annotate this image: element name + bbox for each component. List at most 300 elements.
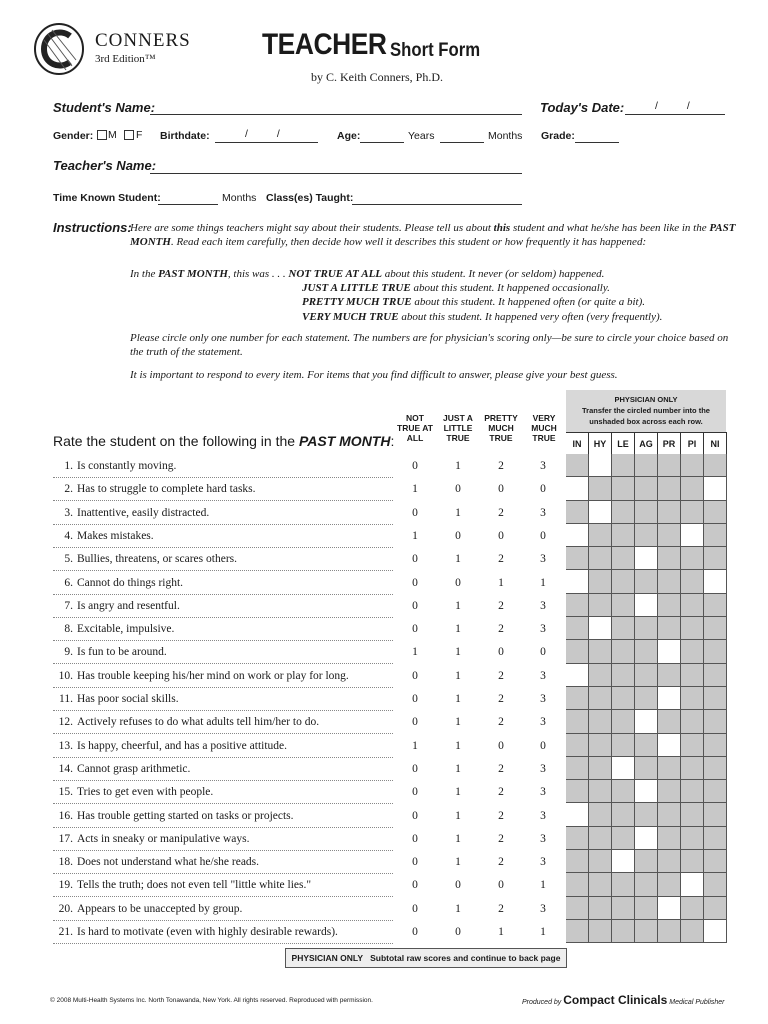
score-entry-cell[interactable] — [704, 570, 727, 593]
item-text: Tries to get even with people. — [77, 786, 214, 799]
classes-label: Class(es) Taught: — [266, 192, 354, 204]
score-option[interactable]: 0 — [540, 529, 546, 542]
shaded-cell — [704, 873, 727, 896]
shaded-cell — [612, 547, 635, 570]
shaded-cell — [635, 501, 658, 524]
shaded-cell — [658, 710, 681, 733]
shaded-cell — [704, 850, 727, 873]
teacher-name-label: Teacher's Name: — [53, 158, 157, 173]
item-row — [53, 740, 393, 758]
shaded-cell — [658, 617, 681, 640]
shaded-cell — [704, 501, 727, 524]
score-entry-cell[interactable] — [612, 850, 635, 873]
score-option[interactable]: 2 — [498, 856, 504, 869]
shaded-cell — [612, 617, 635, 640]
physician-grid-row — [566, 850, 727, 873]
item-number: 9. — [64, 646, 73, 659]
shaded-cell — [704, 780, 727, 803]
score-option[interactable]: 1 — [455, 646, 461, 659]
score-option[interactable]: 3 — [540, 553, 546, 566]
item-number: 8. — [64, 623, 73, 636]
score-entry-cell[interactable] — [681, 524, 704, 547]
score-option[interactable]: 0 — [412, 786, 418, 799]
score-option[interactable]: 0 — [412, 902, 418, 915]
shaded-cell — [612, 827, 635, 850]
classes-field[interactable] — [352, 204, 522, 205]
shaded-cell — [589, 734, 612, 757]
shaded-cell — [635, 640, 658, 663]
item-number: 11. — [59, 693, 73, 705]
physician-grid-row — [566, 780, 727, 803]
physician-grid-row — [566, 501, 727, 524]
shaded-cell — [658, 594, 681, 617]
score-entry-cell[interactable] — [681, 873, 704, 896]
shaded-cell — [681, 617, 704, 640]
score-option[interactable]: 2 — [498, 832, 504, 845]
age-months-field[interactable] — [440, 142, 484, 143]
item-number: 6. — [64, 576, 73, 589]
score-option[interactable]: 1 — [412, 483, 418, 496]
score-option[interactable]: 0 — [455, 926, 461, 938]
score-option[interactable]: 0 — [412, 856, 418, 869]
age-label: Age: — [337, 130, 361, 142]
score-entry-cell[interactable] — [612, 757, 635, 780]
shaded-cell — [704, 454, 727, 477]
shaded-cell — [635, 687, 658, 710]
score-entry-cell[interactable] — [566, 524, 589, 547]
item-text: Is happy, cheerful, and has a positive attitude. — [77, 739, 288, 752]
score-entry-cell[interactable] — [704, 477, 727, 500]
shaded-cell — [635, 920, 658, 943]
score-option[interactable]: 0 — [412, 506, 418, 519]
shaded-cell — [704, 757, 727, 780]
shaded-cell — [681, 827, 704, 850]
shaded-cell — [612, 803, 635, 826]
shaded-cell — [658, 780, 681, 803]
score-option[interactable]: 1 — [455, 786, 461, 799]
score-option[interactable]: 2 — [498, 693, 504, 705]
shaded-cell — [566, 850, 589, 873]
physician-grid-row — [566, 827, 727, 850]
score-entry-cell[interactable] — [589, 501, 612, 524]
shaded-cell — [635, 477, 658, 500]
physician-grid-row — [566, 710, 727, 733]
teacher-name-field[interactable] — [150, 173, 522, 174]
score-option[interactable]: 3 — [540, 599, 546, 612]
birthdate-field[interactable] — [215, 142, 318, 143]
score-option[interactable]: 0 — [455, 483, 461, 496]
score-option[interactable]: 3 — [540, 623, 546, 636]
col-very-much: VERY MUCH TRUE — [531, 413, 557, 443]
shaded-cell — [589, 873, 612, 896]
physician-grid-row — [566, 454, 727, 477]
score-option[interactable]: 0 — [455, 576, 461, 589]
score-option[interactable]: 3 — [540, 786, 546, 799]
item-text: Cannot grasp arithmetic. — [77, 762, 191, 775]
shaded-cell — [635, 803, 658, 826]
score-option[interactable]: 0 — [540, 483, 546, 496]
item-row — [53, 670, 393, 688]
time-known-label: Time Known Student: — [53, 192, 161, 204]
instructions-paragraph: Here are some things teachers might say about their students. Please tell us about this student and what he/she has been like in the PAST MONTH. Read each item carefully, then decide how well it describes this student or how frequently it has happened: — [130, 222, 736, 248]
physician-grid-row — [566, 594, 727, 617]
score-option[interactable]: 1 — [455, 506, 461, 519]
shaded-cell — [566, 734, 589, 757]
score-option[interactable]: 0 — [412, 693, 418, 705]
score-option[interactable]: 1 — [455, 623, 461, 636]
physician-grid-row — [566, 803, 727, 826]
respond-instructions: It is important to respond to every item. For items that you find difficult to answer, please give your best guess. — [130, 369, 618, 381]
physician-grid-row — [566, 547, 727, 570]
score-option[interactable]: 3 — [540, 716, 546, 729]
shaded-cell — [704, 803, 727, 826]
score-option[interactable]: 0 — [498, 646, 504, 659]
physician-grid-row — [566, 734, 727, 757]
score-entry-cell[interactable] — [658, 687, 681, 710]
score-option[interactable]: 2 — [498, 669, 504, 682]
shaded-cell — [612, 780, 635, 803]
form-subtitle: Short Form — [390, 40, 481, 61]
score-entry-cell[interactable] — [566, 570, 589, 593]
score-option[interactable]: 0 — [412, 926, 418, 938]
shaded-cell — [704, 524, 727, 547]
item-text: Has trouble keeping his/her mind on work or play for long. — [77, 669, 349, 682]
score-option[interactable]: 3 — [540, 669, 546, 682]
score-option[interactable]: 2 — [498, 809, 504, 822]
shaded-cell — [635, 757, 658, 780]
score-option[interactable]: 2 — [498, 716, 504, 729]
item-text: Has trouble getting started on tasks or projects. — [77, 809, 294, 822]
shaded-cell — [589, 570, 612, 593]
shaded-cell — [612, 687, 635, 710]
shaded-cell — [658, 501, 681, 524]
score-entry-cell[interactable] — [635, 827, 658, 850]
item-row — [53, 903, 393, 921]
item-number: 1. — [64, 460, 73, 472]
score-option[interactable]: 1 — [498, 576, 504, 589]
score-entry-cell[interactable] — [704, 920, 727, 943]
score-option[interactable]: 0 — [412, 460, 418, 472]
shaded-cell — [566, 687, 589, 710]
gender-m-checkbox[interactable] — [97, 130, 107, 140]
years-label: Years — [408, 130, 435, 142]
physician-header — [566, 390, 726, 432]
todays-date-label: Today's Date: — [540, 100, 625, 115]
item-row — [53, 553, 393, 571]
shaded-cell — [681, 640, 704, 663]
response-4: VERY MUCH TRUE about this student. It happened very often (very frequently). — [302, 311, 663, 323]
produced-by: Produced by Compact Clinicals Medical Publisher — [522, 993, 725, 1007]
score-option[interactable]: 1 — [540, 926, 546, 938]
score-option[interactable]: 1 — [455, 693, 461, 705]
shaded-cell — [658, 803, 681, 826]
score-option[interactable]: 0 — [412, 623, 418, 636]
shaded-cell — [635, 664, 658, 687]
score-option[interactable]: 2 — [498, 762, 504, 775]
score-option[interactable]: 1 — [455, 856, 461, 869]
item-row — [53, 460, 393, 478]
gender-f-label: F — [136, 129, 143, 141]
score-option[interactable]: 3 — [540, 902, 546, 915]
response-intro: In the PAST MONTH, this was . . . NOT TRUE AT ALL about this student. It never (or seldom) happened. — [130, 268, 605, 280]
score-option[interactable]: 0 — [412, 669, 418, 682]
time-known-months: Months — [222, 192, 257, 204]
score-option[interactable]: 0 — [412, 553, 418, 566]
score-option[interactable]: 1 — [455, 902, 461, 915]
shaded-cell — [612, 873, 635, 896]
score-option[interactable]: 1 — [412, 646, 418, 659]
shaded-cell — [635, 617, 658, 640]
score-option[interactable]: 2 — [498, 786, 504, 799]
shaded-cell — [658, 873, 681, 896]
score-option[interactable]: 1 — [455, 460, 461, 472]
shaded-cell — [589, 780, 612, 803]
score-option[interactable]: 1 — [455, 599, 461, 612]
circle-instructions: Please circle only one number for each statement. The numbers are for physician's scoring only—be sure to circle your choice based on the truth of the statement. — [130, 332, 729, 358]
shaded-cell — [658, 850, 681, 873]
shaded-cell — [566, 873, 589, 896]
score-option[interactable]: 3 — [540, 762, 546, 775]
score-option[interactable]: 1 — [455, 739, 461, 752]
shaded-cell — [704, 664, 727, 687]
score-entry-cell[interactable] — [658, 897, 681, 920]
score-option[interactable]: 1 — [455, 716, 461, 729]
item-row — [53, 810, 393, 828]
shaded-cell — [612, 477, 635, 500]
shaded-cell — [612, 640, 635, 663]
physician-col-header: AG — [635, 433, 658, 455]
score-option[interactable]: 1 — [455, 762, 461, 775]
student-name-label: Student's Name: — [53, 100, 156, 115]
shaded-cell — [681, 687, 704, 710]
item-text: Is hard to motivate (even with highly desirable rewards). — [77, 926, 338, 938]
score-option[interactable]: 1 — [455, 809, 461, 822]
shaded-cell — [681, 734, 704, 757]
score-option[interactable]: 0 — [412, 716, 418, 729]
shaded-cell — [589, 710, 612, 733]
todays-date-field[interactable] — [625, 114, 725, 115]
student-name-field[interactable] — [150, 114, 522, 115]
score-entry-cell[interactable] — [658, 640, 681, 663]
shaded-cell — [566, 501, 589, 524]
score-option[interactable]: 3 — [540, 506, 546, 519]
shaded-cell — [635, 873, 658, 896]
score-option[interactable]: 0 — [455, 879, 461, 892]
score-entry-cell[interactable] — [658, 734, 681, 757]
item-row — [53, 600, 393, 618]
shaded-cell — [658, 524, 681, 547]
score-option[interactable]: 2 — [498, 460, 504, 472]
item-row — [53, 483, 393, 501]
item-row — [53, 833, 393, 851]
shaded-cell — [681, 547, 704, 570]
item-text: Is angry and resentful. — [77, 599, 180, 612]
edition-label: 3rd Edition™ — [95, 53, 156, 65]
physician-col-headers — [566, 432, 727, 455]
item-text: Has to struggle to complete hard tasks. — [77, 483, 256, 496]
score-option[interactable]: 0 — [455, 529, 461, 542]
item-row — [53, 693, 393, 711]
score-entry-cell[interactable] — [635, 547, 658, 570]
physician-col-header: HY — [589, 433, 612, 455]
score-option[interactable]: 3 — [540, 809, 546, 822]
score-option[interactable]: 3 — [540, 832, 546, 845]
shaded-cell — [681, 477, 704, 500]
item-row — [53, 577, 393, 595]
shaded-cell — [612, 734, 635, 757]
score-option[interactable]: 0 — [498, 483, 504, 496]
months-label: Months — [488, 130, 523, 142]
physician-grid-row — [566, 477, 727, 500]
score-option[interactable]: 1 — [412, 529, 418, 542]
score-option[interactable]: 0 — [498, 529, 504, 542]
shaded-cell — [566, 757, 589, 780]
shaded-cell — [612, 524, 635, 547]
col-just-a-little: JUST A LITTLE TRUE — [443, 413, 473, 443]
score-option[interactable]: 1 — [540, 879, 546, 892]
shaded-cell — [566, 897, 589, 920]
score-option[interactable]: 2 — [498, 902, 504, 915]
physician-col-header: PR — [658, 433, 681, 455]
shaded-cell — [681, 803, 704, 826]
shaded-cell — [589, 477, 612, 500]
physician-col-header: NI — [704, 433, 727, 455]
score-option[interactable]: 3 — [540, 693, 546, 705]
shaded-cell — [566, 710, 589, 733]
grade-field[interactable] — [575, 142, 619, 143]
score-option[interactable]: 3 — [540, 856, 546, 869]
physician-grid-row — [566, 920, 727, 943]
gender-f-checkbox[interactable] — [124, 130, 134, 140]
physician-grid-row — [566, 757, 727, 780]
score-entry-cell[interactable] — [566, 477, 589, 500]
physician-col-header: LE — [612, 433, 635, 455]
item-text: Cannot do things right. — [77, 576, 184, 589]
shaded-cell — [566, 594, 589, 617]
shaded-cell — [589, 687, 612, 710]
score-option[interactable]: 0 — [412, 762, 418, 775]
score-option[interactable]: 0 — [412, 879, 418, 892]
shaded-cell — [635, 454, 658, 477]
item-row — [53, 763, 393, 781]
item-text: Has poor social skills. — [77, 693, 179, 705]
item-text: Excitable, impulsive. — [77, 623, 175, 636]
score-option[interactable]: 2 — [498, 623, 504, 636]
item-row — [53, 786, 393, 804]
physician-grid-row — [566, 640, 727, 663]
shaded-cell — [658, 547, 681, 570]
score-option[interactable]: 0 — [498, 739, 504, 752]
item-row — [53, 530, 393, 548]
score-option[interactable]: 0 — [412, 832, 418, 845]
shaded-cell — [658, 570, 681, 593]
score-option[interactable]: 2 — [498, 506, 504, 519]
score-entry-cell[interactable] — [566, 803, 589, 826]
item-row — [53, 926, 393, 944]
score-entry-cell[interactable] — [635, 780, 658, 803]
score-option[interactable]: 2 — [498, 553, 504, 566]
shaded-cell — [681, 710, 704, 733]
score-option[interactable]: 1 — [498, 926, 504, 938]
physician-grid-row — [566, 570, 727, 593]
item-text: Bullies, threatens, or scares others. — [77, 553, 237, 566]
shaded-cell — [704, 897, 727, 920]
score-option[interactable]: 2 — [498, 599, 504, 612]
score-option[interactable]: 1 — [455, 832, 461, 845]
item-text: Is fun to be around. — [77, 646, 167, 659]
item-number: 15. — [58, 786, 73, 799]
score-option[interactable]: 0 — [540, 739, 546, 752]
score-option[interactable]: 0 — [540, 646, 546, 659]
item-number: 21. — [58, 926, 73, 938]
score-option[interactable]: 1 — [412, 739, 418, 752]
score-option[interactable]: 1 — [540, 576, 546, 589]
shaded-cell — [589, 850, 612, 873]
shaded-cell — [658, 477, 681, 500]
copyright: © 2008 Multi-Health Systems Inc. North Tonawanda, New York. All rights reserved. Reproduced with permission. — [50, 997, 373, 1004]
item-number: 18. — [58, 856, 73, 869]
shaded-cell — [566, 827, 589, 850]
score-option[interactable]: 3 — [540, 460, 546, 472]
item-number: 20. — [58, 902, 73, 915]
shaded-cell — [566, 617, 589, 640]
shaded-cell — [681, 454, 704, 477]
item-number: 16. — [58, 809, 73, 822]
shaded-cell — [612, 594, 635, 617]
shaded-cell — [589, 524, 612, 547]
conners-logo-icon — [32, 22, 86, 76]
score-entry-cell[interactable] — [566, 664, 589, 687]
author-byline: by C. Keith Conners, Ph.D. — [311, 70, 443, 84]
score-option[interactable]: 0 — [498, 879, 504, 892]
score-entry-cell[interactable] — [589, 617, 612, 640]
shaded-cell — [658, 454, 681, 477]
shaded-cell — [612, 710, 635, 733]
gender-label: Gender: — [53, 130, 94, 142]
shaded-cell — [612, 570, 635, 593]
item-number: 7. — [64, 599, 73, 612]
instructions-label: Instructions: — [53, 220, 132, 235]
subtotal-box — [285, 948, 567, 968]
shaded-cell — [612, 664, 635, 687]
item-row — [53, 623, 393, 641]
shaded-cell — [635, 570, 658, 593]
shaded-cell — [681, 570, 704, 593]
item-number: 5. — [64, 553, 73, 566]
item-text: Makes mistakes. — [77, 529, 154, 542]
shaded-cell — [704, 640, 727, 663]
shaded-cell — [681, 594, 704, 617]
score-option[interactable]: 1 — [455, 553, 461, 566]
time-known-field[interactable] — [158, 204, 218, 205]
score-option[interactable]: 0 — [412, 576, 418, 589]
shaded-cell — [704, 710, 727, 733]
score-option[interactable]: 0 — [412, 599, 418, 612]
score-option[interactable]: 0 — [412, 809, 418, 822]
response-3: PRETTY MUCH TRUE about this student. It happened often (or quite a bit). — [302, 296, 646, 308]
item-row — [53, 716, 393, 734]
score-entry-cell[interactable] — [635, 594, 658, 617]
shaded-cell — [589, 920, 612, 943]
score-entry-cell[interactable] — [635, 710, 658, 733]
age-years-field[interactable] — [360, 142, 404, 143]
shaded-cell — [589, 897, 612, 920]
col-not-true: NOT TRUE AT ALL — [397, 413, 433, 443]
score-entry-cell[interactable] — [589, 454, 612, 477]
shaded-cell — [658, 757, 681, 780]
shaded-cell — [566, 547, 589, 570]
score-option[interactable]: 1 — [455, 669, 461, 682]
